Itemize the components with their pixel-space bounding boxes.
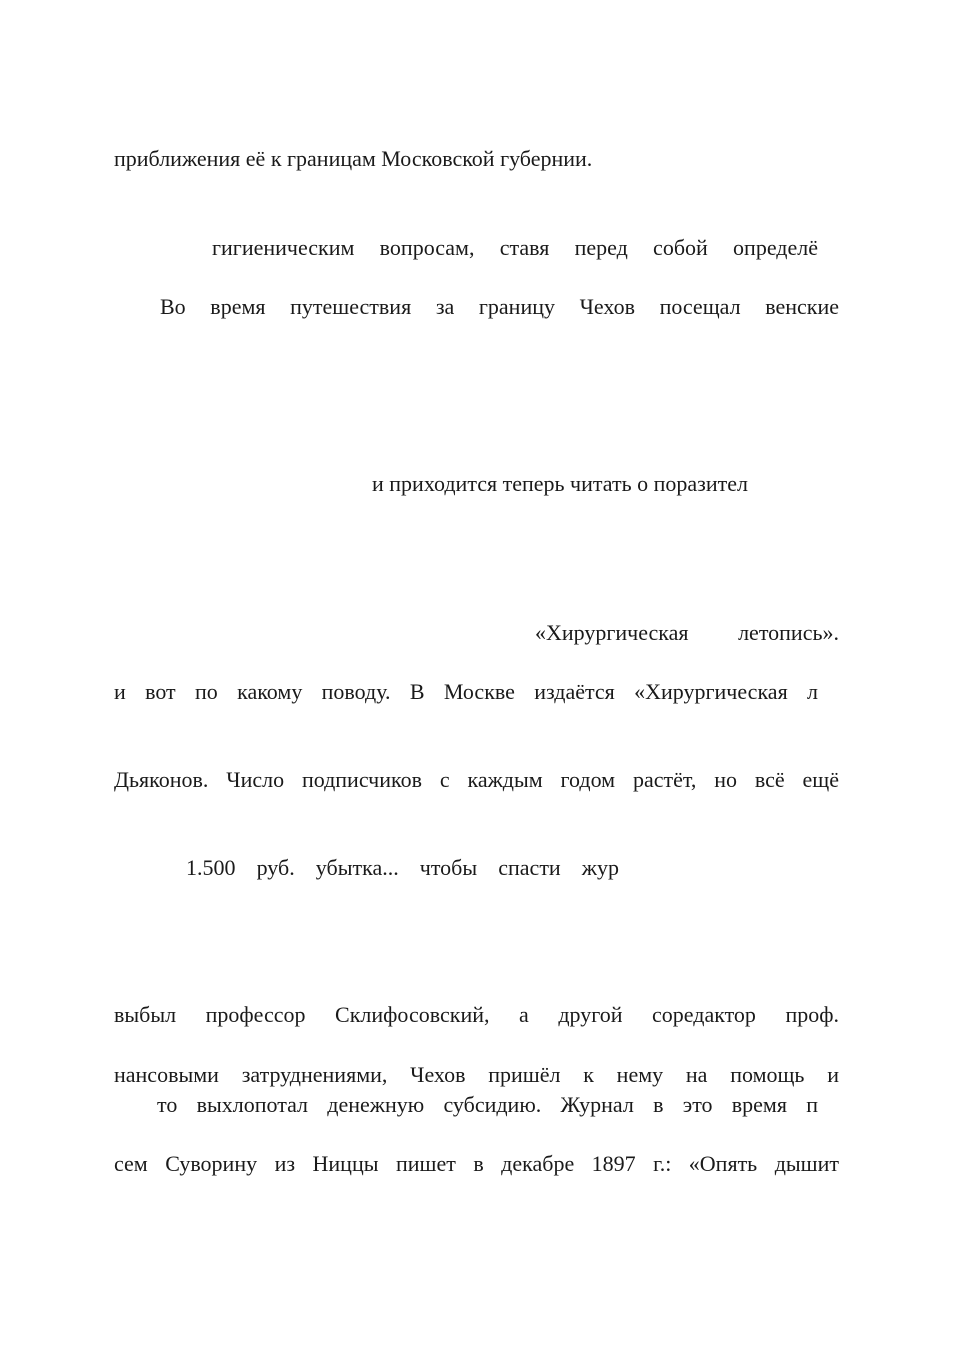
text-line: «Хирургическая летопись». xyxy=(535,620,839,645)
text-line: и приходится теперь читать о поразител xyxy=(372,471,748,496)
text-line: выбыл профессор Склифосовский, а другой соредактор проф. xyxy=(114,1002,839,1027)
text-line: приближения её к границам Московской губернии. xyxy=(114,146,593,171)
text-line: Дьяконов. Число подписчиков с каждым годом растёт, но всё ещё xyxy=(114,767,839,792)
text-line: сем Суворину из Ниццы пишет в декабре 1897 г.: «Опять дышит xyxy=(114,1151,839,1176)
text-line: нансовыми затруднениями, Чехов пришёл к нему на помощь и xyxy=(114,1062,839,1087)
text-line: и вот по какому поводу. В Москве издаётся «Хирургическая л xyxy=(114,679,818,704)
text-line: 1.500 руб. убытка... чтобы спасти жур xyxy=(186,855,619,880)
text-line: Во время путешествия за границу Чехов посещал венские xyxy=(160,294,839,319)
text-line: гигиеническим вопросам, ставя перед собой определё xyxy=(212,235,818,260)
text-line: то выхлопотал денежную субсидию. Журнал в это время п xyxy=(157,1092,818,1117)
